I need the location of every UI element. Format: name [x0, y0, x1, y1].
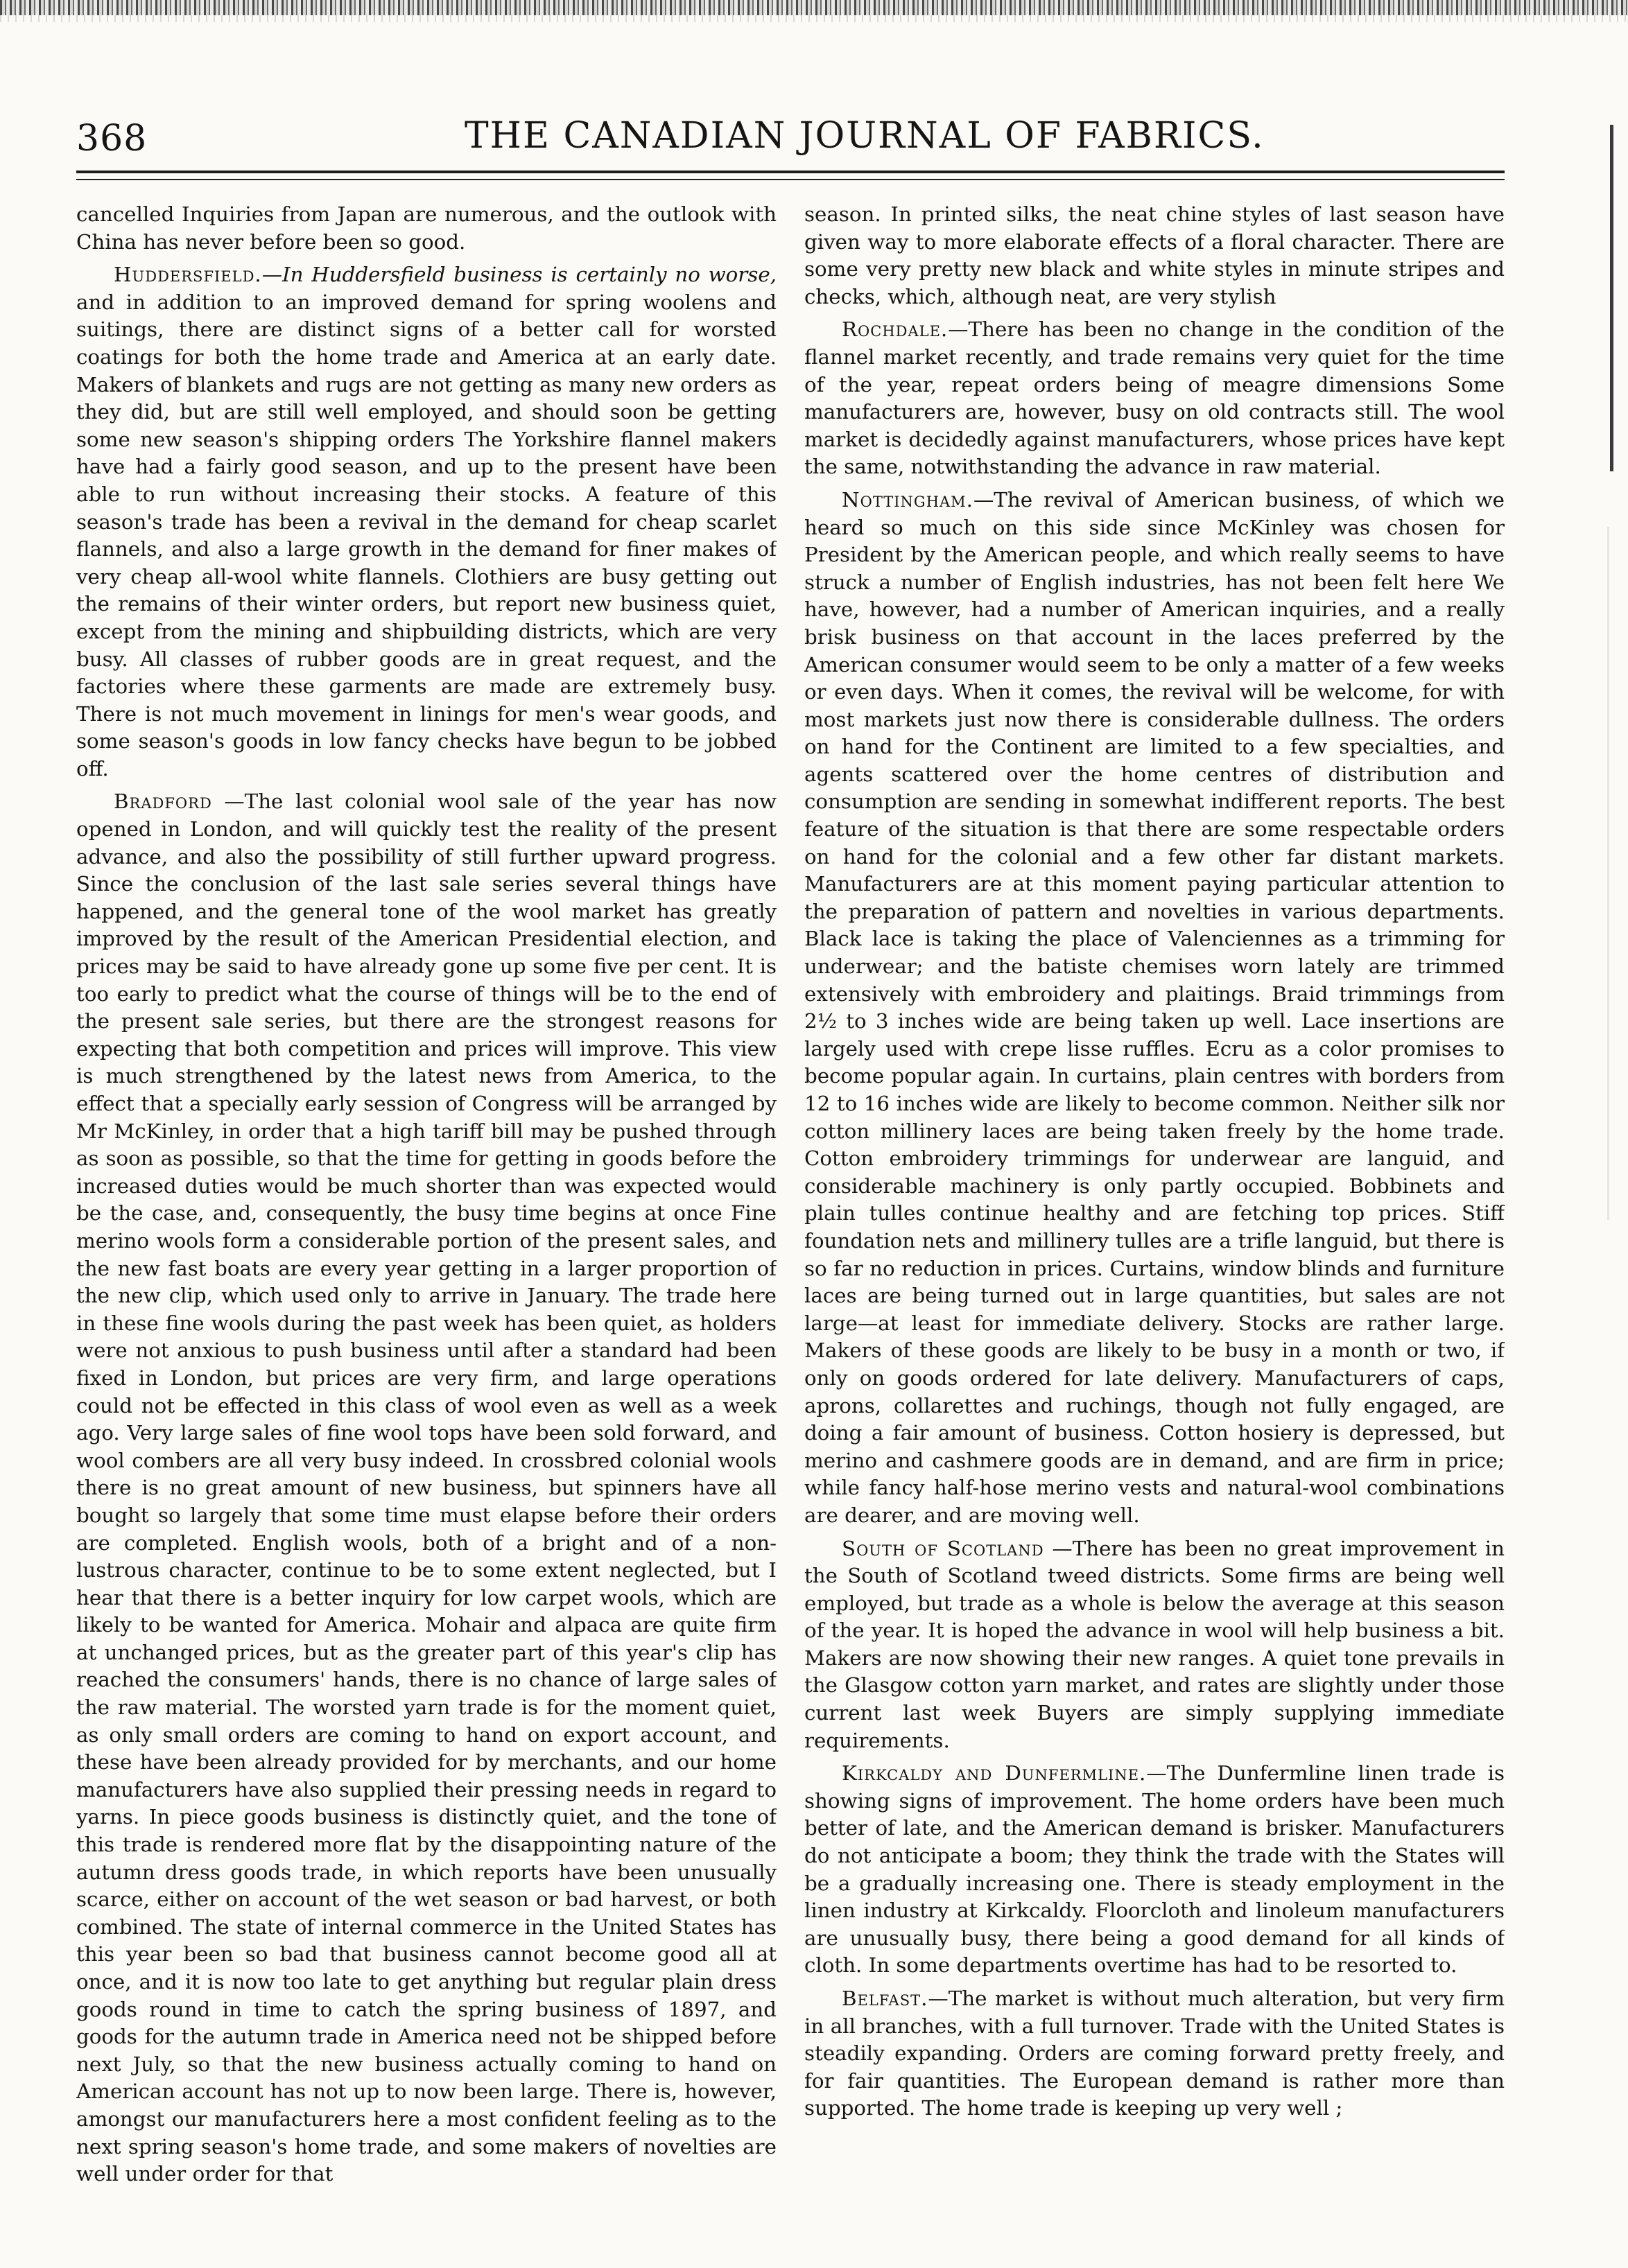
section-heading-belfast: Belfast.: [842, 1987, 928, 2010]
section-heading-rochdale: Rochdale.: [842, 317, 949, 342]
header-rule-thin: [76, 179, 1505, 180]
left-column: [76, 201, 777, 2246]
section-heading-nottingham: Nottingham.: [842, 487, 973, 512]
section-heading-huddersfield: Huddersfield.: [114, 263, 262, 287]
section-heading-bradford: Bradford: [114, 790, 212, 814]
page-spine-light: [1607, 527, 1609, 1220]
paragraph-south-of-scotland: [804, 1535, 1505, 1755]
paragraph-kirkcaldy: [804, 1760, 1505, 1980]
scan-top-edge-speckle: [0, 15, 1628, 22]
scan-top-edge: [0, 0, 1628, 15]
paragraph-nottingham: [804, 487, 1505, 1530]
paragraph-huddersfield: [76, 261, 777, 783]
nottingham-body: —The revival of American business, of which we heard so much on this side since McKinley was chosen for President by the American people, and which really seems to have struck a number of English industries, has not been felt here We have, however, had a number of American inquiries, and a really brisk business on that account in the laces preferred by the American consumer would seem to be only a matter of a few weeks or even days. When it comes, the revival will be welcome, for with most markets just now there is considerable dullness. The orders on hand for the Continent are limited to a few specialties, and agents scattered over the home centres of distribution and consumption are sending in somewhat indifferent reports. The best feature of the situation is that there are some respectable orders on hand for the colonial and a few other far distant markets. Manufacturers are at this moment paying particular attention to the preparation of pattern and novelties in various departments. Black lace is taking the place of Valenciennes as a trimming for underwear; and the batiste chemises worn lately are trimmed extensively with embroidery and plaitings. Braid trimmings from 2½ to 3 inches wide are being taken up well. Lace insertions are largely used with crepe lisse ruffles. Ecru as a color promises to become popular again. In curtains, plain centres with borders from 12 to 16 inches wide are likely to become common. Neither silk nor cotton millinery laces are being taken freely by the home trade. Cotton embroidery trimmings for underwear are languid, and considerable machinery is only partly occupied. Bobbinets and plain tulles continue healthy and are fetching top prices. Stiff foundation nets and millinery tulles are a trifle languid, but there is so far no reduction in prices. Curtains, window blinds and furniture laces are being turned out in large quantities, but sales are not large—at least for immediate delivery. Stocks are rather large. Makers of these goods are likely to be busy in a month or two, if only on goods ordered for late delivery. Manufacturers of caps, aprons, collarettes and ruchings, though not fully engaged, are doing a fair amount of business. Cotton hosiery is depressed, but merino and cashmere goods are in demand, and are firm in price; while fancy half-hose merino vests and natural-wool combinations are dearer, and are moving well.: [804, 487, 1505, 1527]
huddersfield-body: and in addition to an improved demand for spring woolens and suitings, there are distinct signs of a better call for worsted coatings for both the home trade and America at an early date. Makers of blankets and rugs are not getting as many new orders as they did, but are still well employed, and should soon be getting some new season's shipping orders The Yorkshire flannel makers have had a fairly good season, and up to the present have been able to run without increasing their stocks. A feature of this season's trade has been a revival in the demand for cheap scarlet flannels, and also a large growth in the demand for finer makes of very cheap all-wool white flannels. Clothiers are busy getting out the remains of their winter orders, but report new business quiet, except from the mining and shipbuilding districts, which are very busy. All classes of rubber goods are in great request, and the factories where these garments are made are extremely busy. There is not much movement in linings for men's wear goods, and some season's goods in low fancy checks have begun to be jobbed off.: [76, 290, 777, 780]
header-rule-thick: [76, 171, 1505, 173]
paragraph-rochdale: [804, 316, 1505, 481]
huddersfield-lead: —In Huddersfield business is certainly no worse,: [261, 263, 777, 287]
section-heading-kirkcaldy: Kirkcaldy and Dunfermline.: [842, 1761, 1147, 1786]
section-heading-south-of-scotland: South of Scotland: [842, 1536, 1044, 1560]
journal-title: THE CANADIAN JOURNAL OF FABRICS.: [465, 115, 1265, 157]
page-spine-shadow: [1610, 125, 1613, 471]
rochdale-body: —There has been no change in the condition of the flannel market recently, and trade remains very quiet for the time of the year, repeat orders being of meagre dimensions Some manufacturers are, however, busy on old contracts still. The wool market is decidedly against manufacturers, whose prices have kept the same, notwithstanding the advance in raw material.: [804, 317, 1505, 479]
kirkcaldy-body: —The Dunfermline linen trade is showing signs of improvement. The home orders have been much better of late, and the American demand is brisker. Manufacturers do not anticipate a boom; they think the trade with the States will be a gradually increasing one. There is steady employment in the linen industry at Kirkcaldy. Floorcloth and linoleum manufacturers are unusually busy, there being a good demand for all kinds of cloth. In some departments overtime has had to be resorted to.: [804, 1761, 1505, 1978]
belfast-body: —The market is without much alteration, but very firm in all branches, with a full turnover. Trade with the United States is steadily expanding. Orders are coming forward pretty freely, and for fair quantities. The European demand is rather more than supported. The home trade is keeping up very well ;: [804, 1987, 1505, 2120]
right-column: [804, 201, 1505, 2246]
bradford-body: —The last colonial wool sale of the year has now opened in London, and will quickly test the reality of the present advance, and also the possibility of still further upward progress. Since the conclusion of the last sale series several things have happened, and the general tone of the wool market has greatly improved by the result of the American Presidential election, and prices may be said to have already gone up some five per cent. It is too early to predict what the course of things will be to the end of the present sale series, but there are the strongest reasons for expecting that both competition and prices will improve. This view is much strengthened by the latest news from America, to the effect that a specially early session of Congress will be arranged by Mr McKinley, in order that a high tariff bill may be pushed through as soon as possible, so that the time for getting in goods before the increased duties would be much shorter than was expected would be the case, and, consequently, the busy time begins at once Fine merino wools form a considerable portion of the present sales, and the new fast boats are every year getting in a larger proportion of the new clip, which used only to arrive in January. The trade here in these fine wools during the past week has been quiet, as holders were not anxious to push business until after a standard had been fixed in London, but prices are very firm, and large operations could not be effected in this class of wool even as well as a week ago. Very large sales of fine wool tops have been sold forward, and wool combers are all very busy indeed. In crossbred colonial wools there is no great amount of new business, but spinners have all bought so largely that some time must elapse before their orders are completed. English wools, both of a bright and of a non-lustrous character, continue to be to some extent neglected, but I hear that there is a better inquiry for low carpet wools, which are likely to be wanted for America. Mohair and alpaca are quite firm at unchanged prices, but as the greater part of this year's clip has reached the consumers' hands, there is no chance of large sales of the raw material. The worsted yarn trade is for the moment quiet, as only small orders are coming to hand on export account, and these have been already provided for by merchants, and our home manufacturers have also supplied their pressing needs in regard to yarns. In piece goods business is distinctly quiet, and the tone of this trade is rendered more flat by the disappointing nature of the autumn dress goods trade, in which reports have been unusually scarce, either on account of the wet season or bad harvest, or both combined. The state of internal commerce in the United States has this year been so bad that business cannot become good all at once, and it is now too late to get anything but regular plain dress goods round in time to catch the spring business of 1897, and goods for the autumn trade in America need not be shipped before next July, so that the new business actually coming to hand on American account has not up to now been large. There is, however, amongst our manufacturers here a most confident feeling as to the next spring season's home trade, and some makers of novelties are well under order for that: [76, 790, 777, 2186]
page-number: 368: [76, 118, 148, 159]
paragraph-belfast: [804, 1985, 1505, 2122]
page-header: [76, 111, 1505, 173]
paragraph-season: season. In printed silks, the neat chine styles of last season have given way to more elaborate effects of a floral character. There are some very pretty new black and white styles in minute stripes and checks, which, although neat, are very stylish: [804, 202, 1505, 308]
paragraph-cancelled: cancelled Inquiries from Japan are numerous, and the outlook with China has never before been so good.: [76, 202, 777, 254]
south-of-scotland-body: —There has been no great improvement in the South of Scotland tweed districts. Some firms are being well employed, but trade as a whole is below the average at this season of the year. It is hoped the advance in wool will help business a bit. Makers are now showing their new ranges. A quiet tone prevails in the Glasgow cotton yarn market, and rates are slightly under those current last week Buyers are simply supplying immediate requirements.: [804, 1536, 1505, 1752]
paragraph-bradford: [76, 788, 777, 2188]
